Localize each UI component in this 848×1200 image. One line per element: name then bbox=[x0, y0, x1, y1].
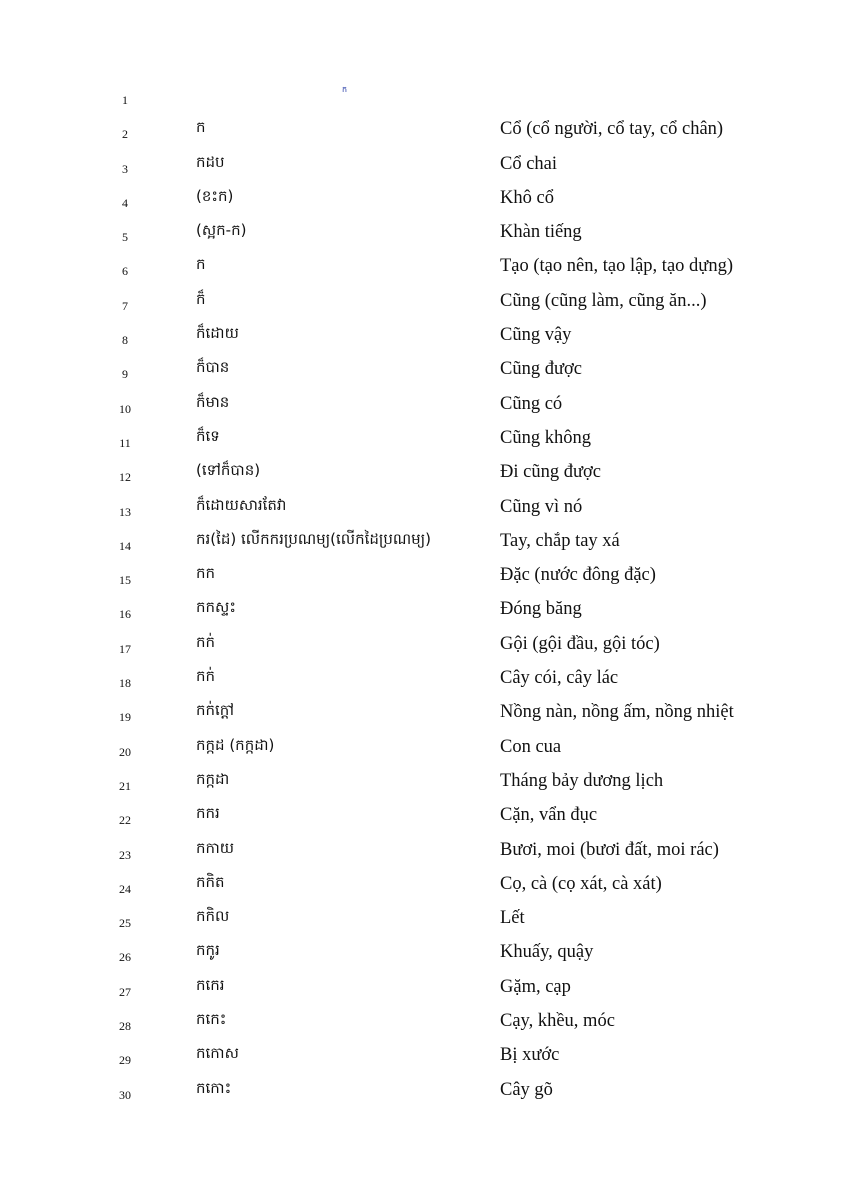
entry-number: 5 bbox=[122, 230, 128, 245]
vietnamese-meaning: Cũng (cũng làm, cũng ăn...) bbox=[500, 290, 707, 311]
khmer-term: កករ bbox=[196, 804, 220, 823]
entry-row bbox=[0, 699, 848, 733]
entry-number: 15 bbox=[119, 573, 131, 588]
vietnamese-meaning: Bị xước bbox=[500, 1045, 560, 1066]
entry-number: 21 bbox=[119, 778, 131, 793]
vietnamese-meaning: Cũng được bbox=[500, 359, 582, 380]
khmer-term: កកិល bbox=[196, 907, 230, 926]
khmer-term: កក់ bbox=[196, 667, 216, 686]
entry-row bbox=[0, 288, 848, 322]
khmer-term: ក bbox=[196, 255, 206, 274]
entry-number: 26 bbox=[119, 950, 131, 965]
khmer-term: កកេរ bbox=[196, 975, 225, 994]
khmer-term: កកោះ bbox=[196, 1078, 232, 1097]
khmer-term: កក់ក្ដៅ bbox=[196, 701, 235, 720]
entry-number: 27 bbox=[119, 984, 131, 999]
khmer-term: ករ(ដៃ) លើកករប្រណម្យ(លើកដៃប្រណម្យ) bbox=[196, 529, 432, 548]
khmer-term: កកេះ bbox=[196, 1010, 227, 1029]
entry-number: 17 bbox=[119, 641, 131, 656]
entry-number: 7 bbox=[122, 298, 128, 313]
khmer-term: (ទៅក៏បាន) bbox=[196, 461, 261, 480]
vietnamese-meaning: Cổ (cổ người, cổ tay, cổ chân) bbox=[500, 119, 724, 140]
khmer-term: កដប bbox=[196, 152, 225, 171]
entry-number: 19 bbox=[119, 710, 131, 725]
khmer-term: ក៏ដោយ bbox=[196, 324, 239, 343]
entry-row bbox=[0, 82, 848, 116]
vietnamese-meaning: Cũng vì nó bbox=[500, 496, 583, 517]
entry-row bbox=[0, 425, 848, 459]
entry-number: 29 bbox=[119, 1053, 131, 1068]
entry-row bbox=[0, 356, 848, 390]
entry-row bbox=[0, 734, 848, 768]
entry-row bbox=[0, 939, 848, 973]
entry-number: 25 bbox=[119, 916, 131, 931]
vietnamese-meaning: Cây cói, cây lác bbox=[500, 668, 619, 689]
entry-number: 1 bbox=[122, 93, 128, 107]
khmer-term: កក bbox=[196, 564, 216, 583]
khmer-term: ក៏ bbox=[196, 289, 206, 308]
entry-row bbox=[0, 391, 848, 425]
entry-number: 3 bbox=[122, 161, 128, 176]
entry-row bbox=[0, 151, 848, 185]
entry-row bbox=[0, 459, 848, 493]
entry-number: 6 bbox=[122, 264, 128, 279]
khmer-term: កកោស bbox=[196, 1044, 239, 1063]
khmer-term: កក់ bbox=[196, 632, 216, 651]
vietnamese-meaning: Con cua bbox=[500, 736, 562, 757]
entry-number: 28 bbox=[119, 1019, 131, 1034]
entry-number: 14 bbox=[119, 538, 131, 553]
vietnamese-meaning: Cặn, vẩn đục bbox=[500, 805, 598, 826]
entry-number: 20 bbox=[119, 744, 131, 759]
entry-row bbox=[0, 528, 848, 562]
vietnamese-meaning: Tạo (tạo nên, tạo lập, tạo dựng) bbox=[500, 256, 733, 277]
vietnamese-meaning: Khàn tiếng bbox=[500, 222, 582, 243]
vietnamese-meaning: Cũng không bbox=[500, 427, 591, 448]
entry-number: 30 bbox=[119, 1087, 131, 1102]
khmer-term: កកូរ bbox=[196, 941, 220, 960]
entry-row bbox=[0, 596, 848, 630]
khmer-term: ក៏ដោយសារតែវា bbox=[196, 495, 287, 514]
vietnamese-meaning: Cạy, khều, móc bbox=[500, 1011, 615, 1032]
entry-row bbox=[0, 768, 848, 802]
entry-row bbox=[0, 322, 848, 356]
khmer-term: កក្កដា bbox=[196, 769, 230, 788]
entry-number: 13 bbox=[119, 504, 131, 519]
khmer-term: កកាយ bbox=[196, 838, 235, 857]
vietnamese-meaning: Lết bbox=[500, 908, 525, 929]
entry-number: 10 bbox=[119, 401, 131, 416]
entry-row bbox=[0, 253, 848, 287]
vietnamese-meaning: Đóng băng bbox=[500, 599, 582, 620]
khmer-term: ក៏មាន bbox=[196, 392, 230, 411]
vietnamese-meaning: Nồng nàn, nồng ấm, nồng nhiệt bbox=[500, 702, 734, 723]
entry-row bbox=[0, 1008, 848, 1042]
entry-number: 24 bbox=[119, 881, 131, 896]
vietnamese-meaning: Cũng có bbox=[500, 393, 563, 414]
khmer-term: ក៏បាន bbox=[196, 358, 230, 377]
vietnamese-meaning: Bươi, moi (bươi đất, moi rác) bbox=[500, 839, 719, 860]
khmer-term: កក្កដ (កក្កដា) bbox=[196, 735, 275, 754]
entry-row bbox=[0, 562, 848, 596]
entry-list bbox=[0, 82, 848, 1111]
entry-number: 11 bbox=[119, 435, 131, 450]
vietnamese-meaning: Gội (gội đầu, gội tóc) bbox=[500, 633, 660, 654]
vietnamese-meaning: Tháng bảy dương lịch bbox=[500, 770, 664, 791]
entry-row bbox=[0, 1077, 848, 1111]
entry-number: 4 bbox=[122, 195, 128, 210]
vietnamese-meaning: Cũng vậy bbox=[500, 325, 572, 346]
entry-row bbox=[0, 837, 848, 871]
khmer-term: កកិត bbox=[196, 872, 225, 891]
entry-row bbox=[0, 1042, 848, 1076]
vietnamese-meaning: Khô cổ bbox=[500, 187, 554, 208]
vietnamese-meaning: Gặm, cạp bbox=[500, 976, 571, 997]
vietnamese-meaning: Đặc (nước đông đặc) bbox=[500, 565, 656, 586]
khmer-term: (ខះក) bbox=[196, 186, 234, 205]
entry-number: 9 bbox=[122, 367, 128, 382]
entry-number: 22 bbox=[119, 813, 131, 828]
khmer-term: ក bbox=[196, 118, 206, 137]
entry-row bbox=[0, 802, 848, 836]
entry-number: 16 bbox=[119, 607, 131, 622]
vietnamese-meaning: Khuấy, quậy bbox=[500, 942, 594, 963]
vietnamese-meaning: Cổ chai bbox=[500, 153, 558, 174]
vietnamese-meaning: Tay, chắp tay xá bbox=[500, 530, 620, 551]
vietnamese-meaning: Cọ, cà (cọ xát, cà xát) bbox=[500, 873, 662, 894]
entry-row bbox=[0, 219, 848, 253]
entry-row bbox=[0, 905, 848, 939]
entry-row bbox=[0, 871, 848, 905]
entry-row bbox=[0, 494, 848, 528]
entry-number: 23 bbox=[119, 847, 131, 862]
khmer-term: (ស្អក-ក) bbox=[196, 221, 247, 240]
entry-number: 8 bbox=[122, 333, 128, 348]
khmer-term: កកស្ទះ bbox=[196, 598, 236, 617]
entry-row bbox=[0, 185, 848, 219]
entry-row bbox=[0, 974, 848, 1008]
entry-number: 18 bbox=[119, 676, 131, 691]
header-mark: ក bbox=[342, 85, 348, 94]
entry-number: 12 bbox=[119, 470, 131, 485]
entry-row bbox=[0, 116, 848, 150]
vietnamese-meaning: Đi cũng được bbox=[500, 462, 601, 483]
khmer-term: ក៏ទេ bbox=[196, 426, 220, 445]
entry-number: 2 bbox=[122, 127, 128, 142]
entry-row bbox=[0, 665, 848, 699]
vietnamese-meaning: Cây gõ bbox=[500, 1079, 553, 1100]
entry-row bbox=[0, 631, 848, 665]
